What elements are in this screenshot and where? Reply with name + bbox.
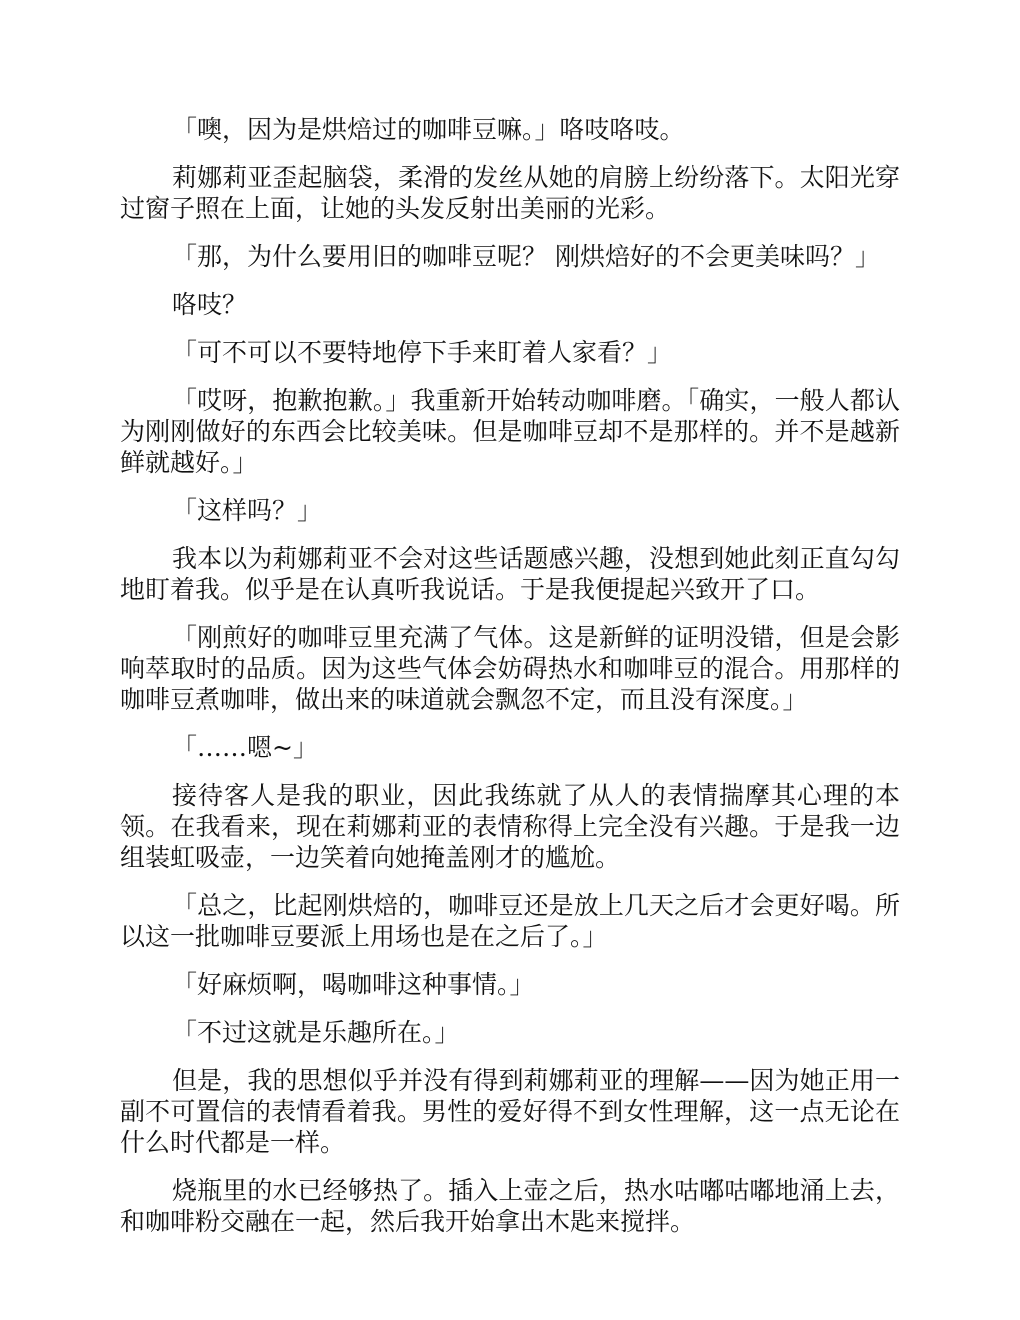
paragraph: 「好麻烦啊，喝咖啡这种事情。」	[172, 970, 535, 999]
paragraph: 「不过这就是乐趣所在。」	[172, 1018, 460, 1047]
paragraph: 我本以为莉娜莉亚不会对这些话题感兴趣，没想到她此刻正直勾勾地盯着我。似乎是在认真听我说话。于是我便提起兴致开了口。	[120, 544, 900, 604]
paragraph: 「哎呀，抱歉抱歉。」我重新开始转动咖啡磨。「确实，一般人都认为刚刚做好的东西会比较美味。但是咖啡豆却不是那样的。并不是越新鲜就越好。」	[120, 386, 900, 477]
paragraph: 接待客人是我的职业，因此我练就了从人的表情揣摩其心理的本领。在我看来，现在莉娜莉亚的表情称得上完全没有兴趣。于是我一边组装虹吸壶，一边笑着向她掩盖刚才的尴尬。	[120, 781, 900, 872]
paragraph: 「可不可以不要特地停下手来盯着人家看？」	[172, 338, 673, 367]
paragraph: 「刚煎好的咖啡豆里充满了气体。这是新鲜的证明没错，但是会影响萃取时的品质。因为这些气体会妨碍热水和咖啡豆的混合。用那样的咖啡豆煮咖啡，做出来的味道就会飘忽不定，而且没有深度。」	[120, 623, 900, 714]
paragraph: 但是，我的思想似乎并没有得到莉娜莉亚的理解——因为她正用一副不可置信的表情看着我。男性的爱好得不到女性理解，这一点无论在什么时代都是一样。	[120, 1066, 900, 1157]
paragraph: 咯吱？	[172, 290, 248, 319]
paragraph: 「噢，因为是烘焙过的咖啡豆嘛。」咯吱咯吱。	[172, 115, 685, 144]
paragraph: 莉娜莉亚歪起脑袋，柔滑的发丝从她的肩膀上纷纷落下。太阳光穿过窗子照在上面，让她的头发反射出美丽的光彩。	[120, 163, 900, 223]
body-text	[120, 114, 900, 1254]
paragraph: 「那，为什么要用旧的咖啡豆呢？ 刚烘焙好的不会更美味吗？」	[172, 242, 880, 271]
paragraph: 「这样吗？」	[172, 496, 323, 525]
paragraph: 烧瓶里的水已经够热了。插入上壶之后，热水咕嘟咕嘟地涌上去，和咖啡粉交融在一起，然后我开始拿出木匙来搅拌。	[120, 1176, 900, 1236]
paragraph: 「总之，比起刚烘焙的，咖啡豆还是放上几天之后才会更好喝。所以这一批咖啡豆要派上用场也是在之后了。」	[120, 891, 900, 951]
paragraph: 「……嗯~」	[172, 733, 318, 762]
